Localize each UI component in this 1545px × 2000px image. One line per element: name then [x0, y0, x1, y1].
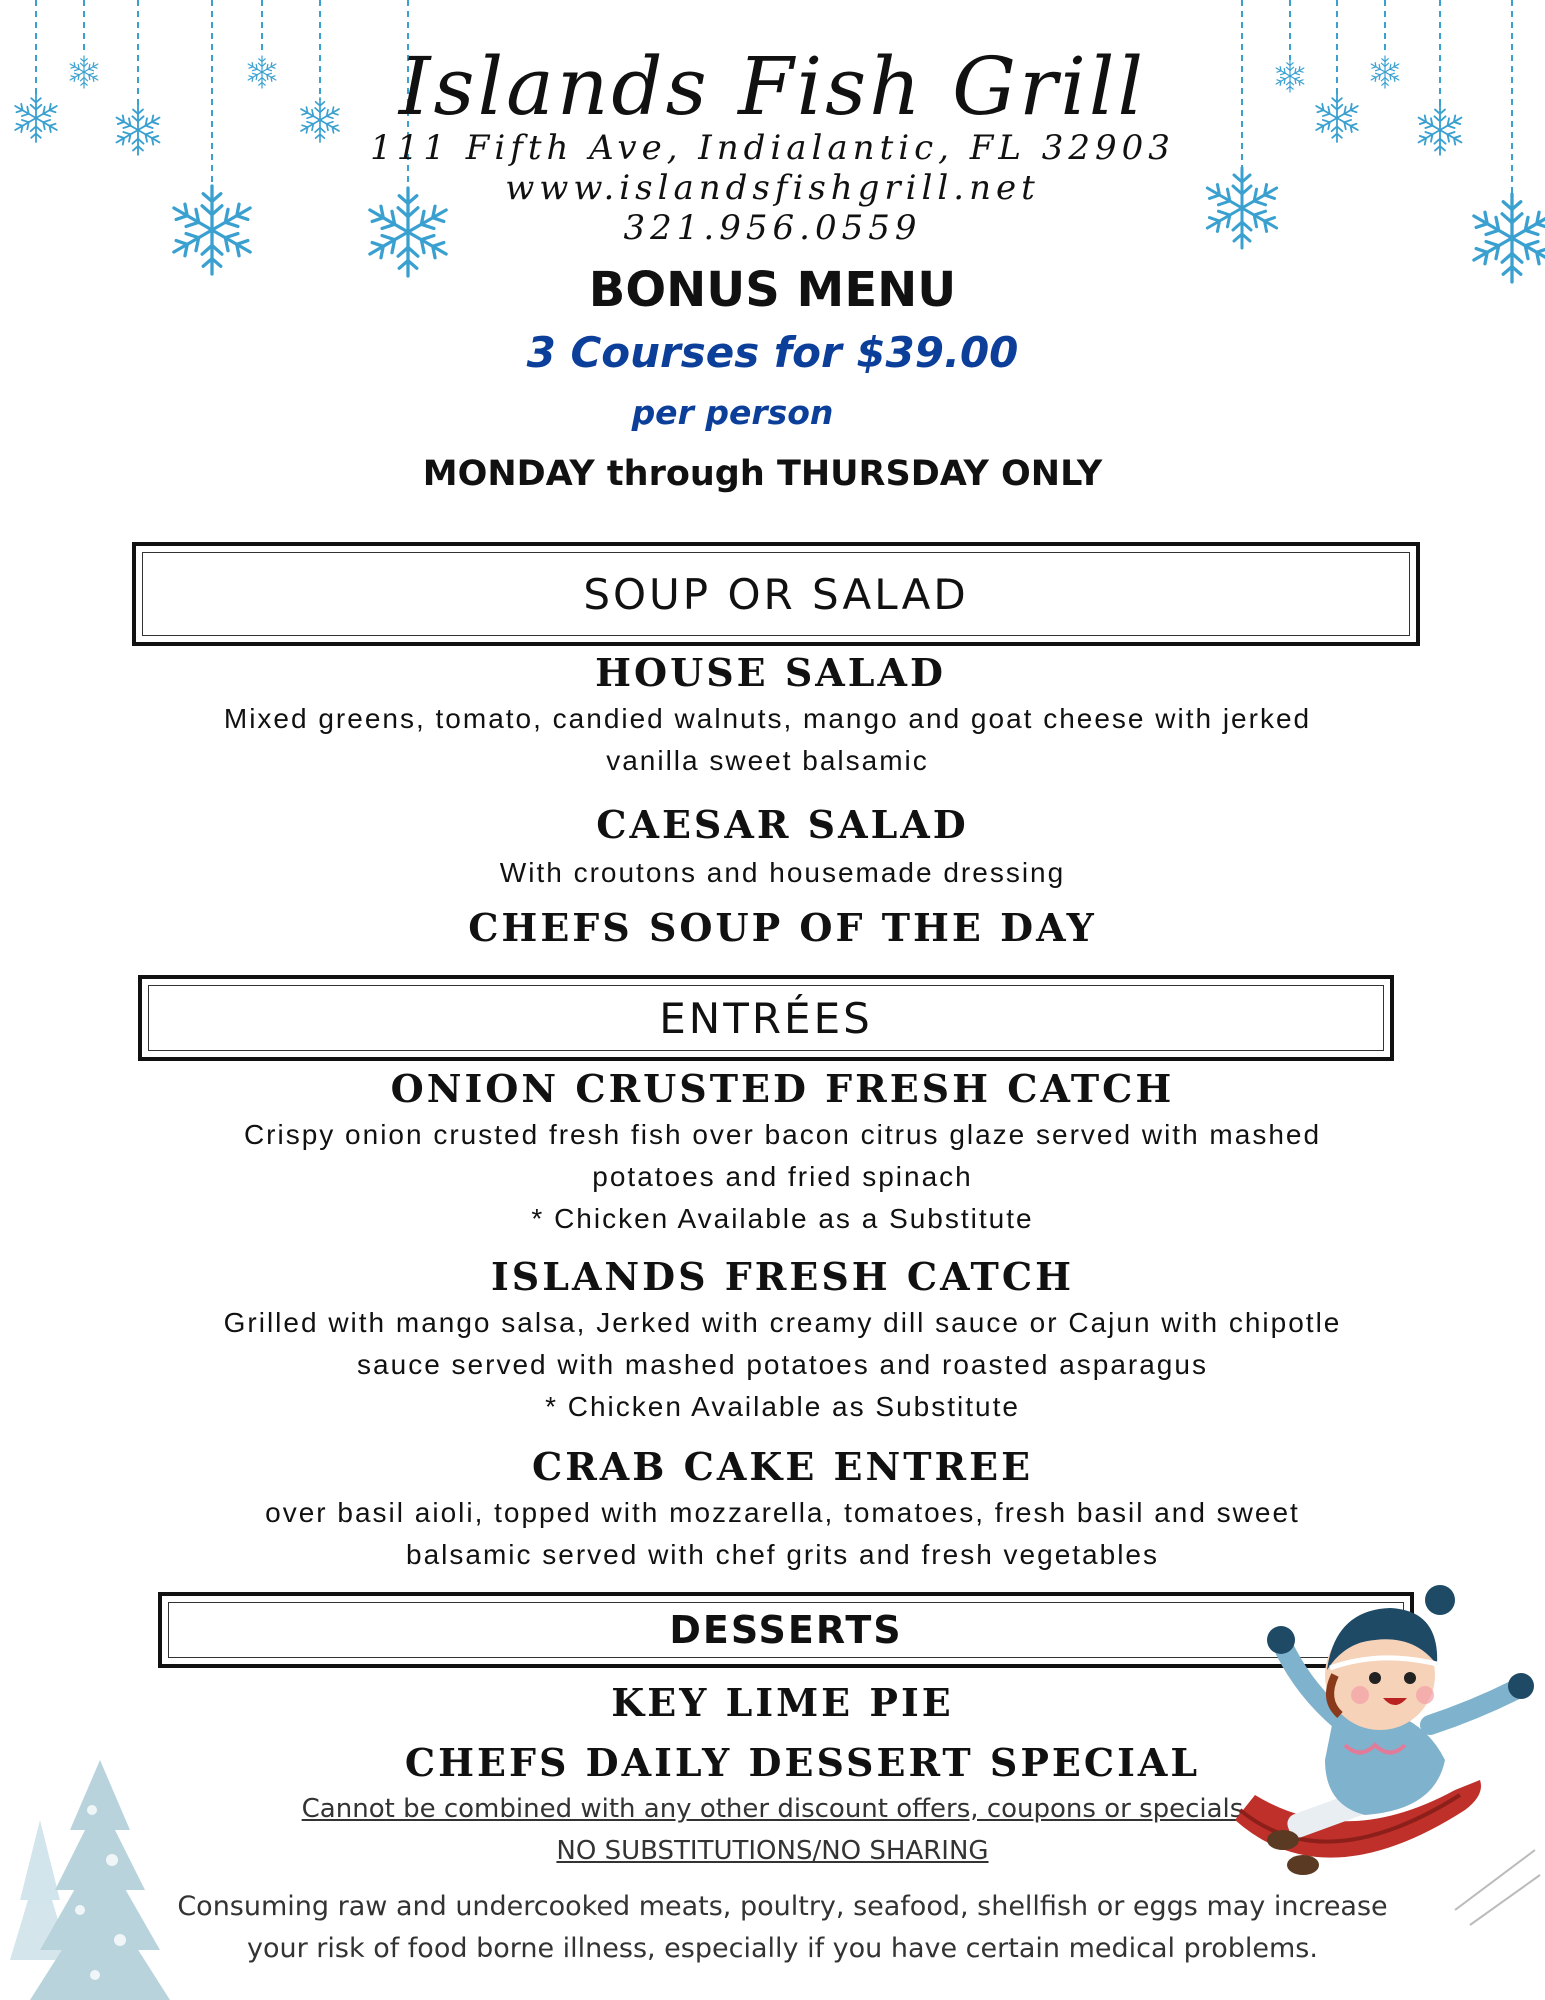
section-heading-label: SOUP OR SALAD — [142, 552, 1410, 636]
per-person-label: per person — [631, 393, 834, 432]
section-heading-soup-salad — [132, 542, 1420, 646]
bonus-menu-title: BONUS MENU — [588, 262, 957, 318]
dish-description — [10, 1302, 1545, 1428]
dish-description — [10, 852, 1545, 894]
dish-name: CAESAR SALAD — [596, 802, 969, 847]
dish-name: ISLANDS FRESH CATCH — [491, 1254, 1074, 1299]
description-line: Crispy onion crusted fresh fish over bacon citrus glaze served with mashed — [243, 1119, 1322, 1150]
sledding-child-illustration — [1215, 1580, 1545, 1960]
description-line: sauce served with mashed potatoes and roasted asparagus — [357, 1349, 1208, 1380]
dish-name: CHEFS DAILY DESSERT SPECIAL — [404, 1740, 1201, 1785]
dish-name: HOUSE SALAD — [595, 650, 946, 695]
description-line: Grilled with mango salsa, Jerked with creamy dill sauce or Cajun with chipotle — [223, 1307, 1342, 1338]
dish-name: KEY LIME PIE — [611, 1680, 954, 1725]
days-availability: MONDAY through THURSDAY ONLY — [422, 454, 1103, 494]
restaurant-name: Islands Fish Grill — [398, 40, 1147, 133]
section-heading-label: ENTRÉES — [148, 985, 1384, 1051]
dish-name: CHEFS SOUP OF THE DAY — [468, 905, 1097, 950]
warning-line: your risk of food borne illness, especially if you have certain medical problems. — [247, 1933, 1318, 1964]
description-line: * Chicken Available as a Substitute — [531, 1203, 1034, 1234]
website: www.islandsfishgrill.net — [505, 168, 1040, 208]
description-line: balsamic served with chef grits and fresh vegetables — [406, 1539, 1159, 1570]
warning-line: Consuming raw and undercooked meats, poultry, seafood, shellfish or eggs may increase — [177, 1891, 1388, 1922]
dish-name: ONION CRUSTED FRESH CATCH — [390, 1066, 1175, 1111]
description-line: over basil aioli, topped with mozzarella, tomatoes, fresh basil and sweet — [265, 1497, 1300, 1528]
description-line: With croutons and housemade dressing — [499, 857, 1066, 888]
restriction-note: Cannot be combined with any other discount offers, coupons or specials — [301, 1794, 1244, 1824]
address: 111 Fifth Ave, Indialantic, FL 32903 — [370, 128, 1175, 168]
price-line: 3 Courses for $39.00 — [526, 328, 1019, 377]
no-substitution-note: NO SUBSTITUTIONS/NO SHARING — [556, 1836, 989, 1866]
section-heading-label: DESSERTS — [168, 1602, 1404, 1658]
dish-name: CRAB CAKE ENTREE — [531, 1444, 1034, 1489]
dish-description — [10, 1114, 1545, 1240]
section-heading-entrees — [138, 975, 1394, 1061]
dish-description — [10, 1492, 1545, 1576]
phone-number: 321.956.0559 — [623, 208, 922, 248]
pine-tree-illustration — [0, 1750, 200, 2000]
description-line: vanilla sweet balsamic — [606, 745, 929, 776]
dish-description — [0, 698, 1540, 782]
description-line: Mixed greens, tomato, candied walnuts, mango and goat cheese with jerked — [223, 703, 1312, 734]
description-line: potatoes and fried spinach — [592, 1161, 973, 1192]
description-line: * Chicken Available as Substitute — [545, 1391, 1020, 1422]
